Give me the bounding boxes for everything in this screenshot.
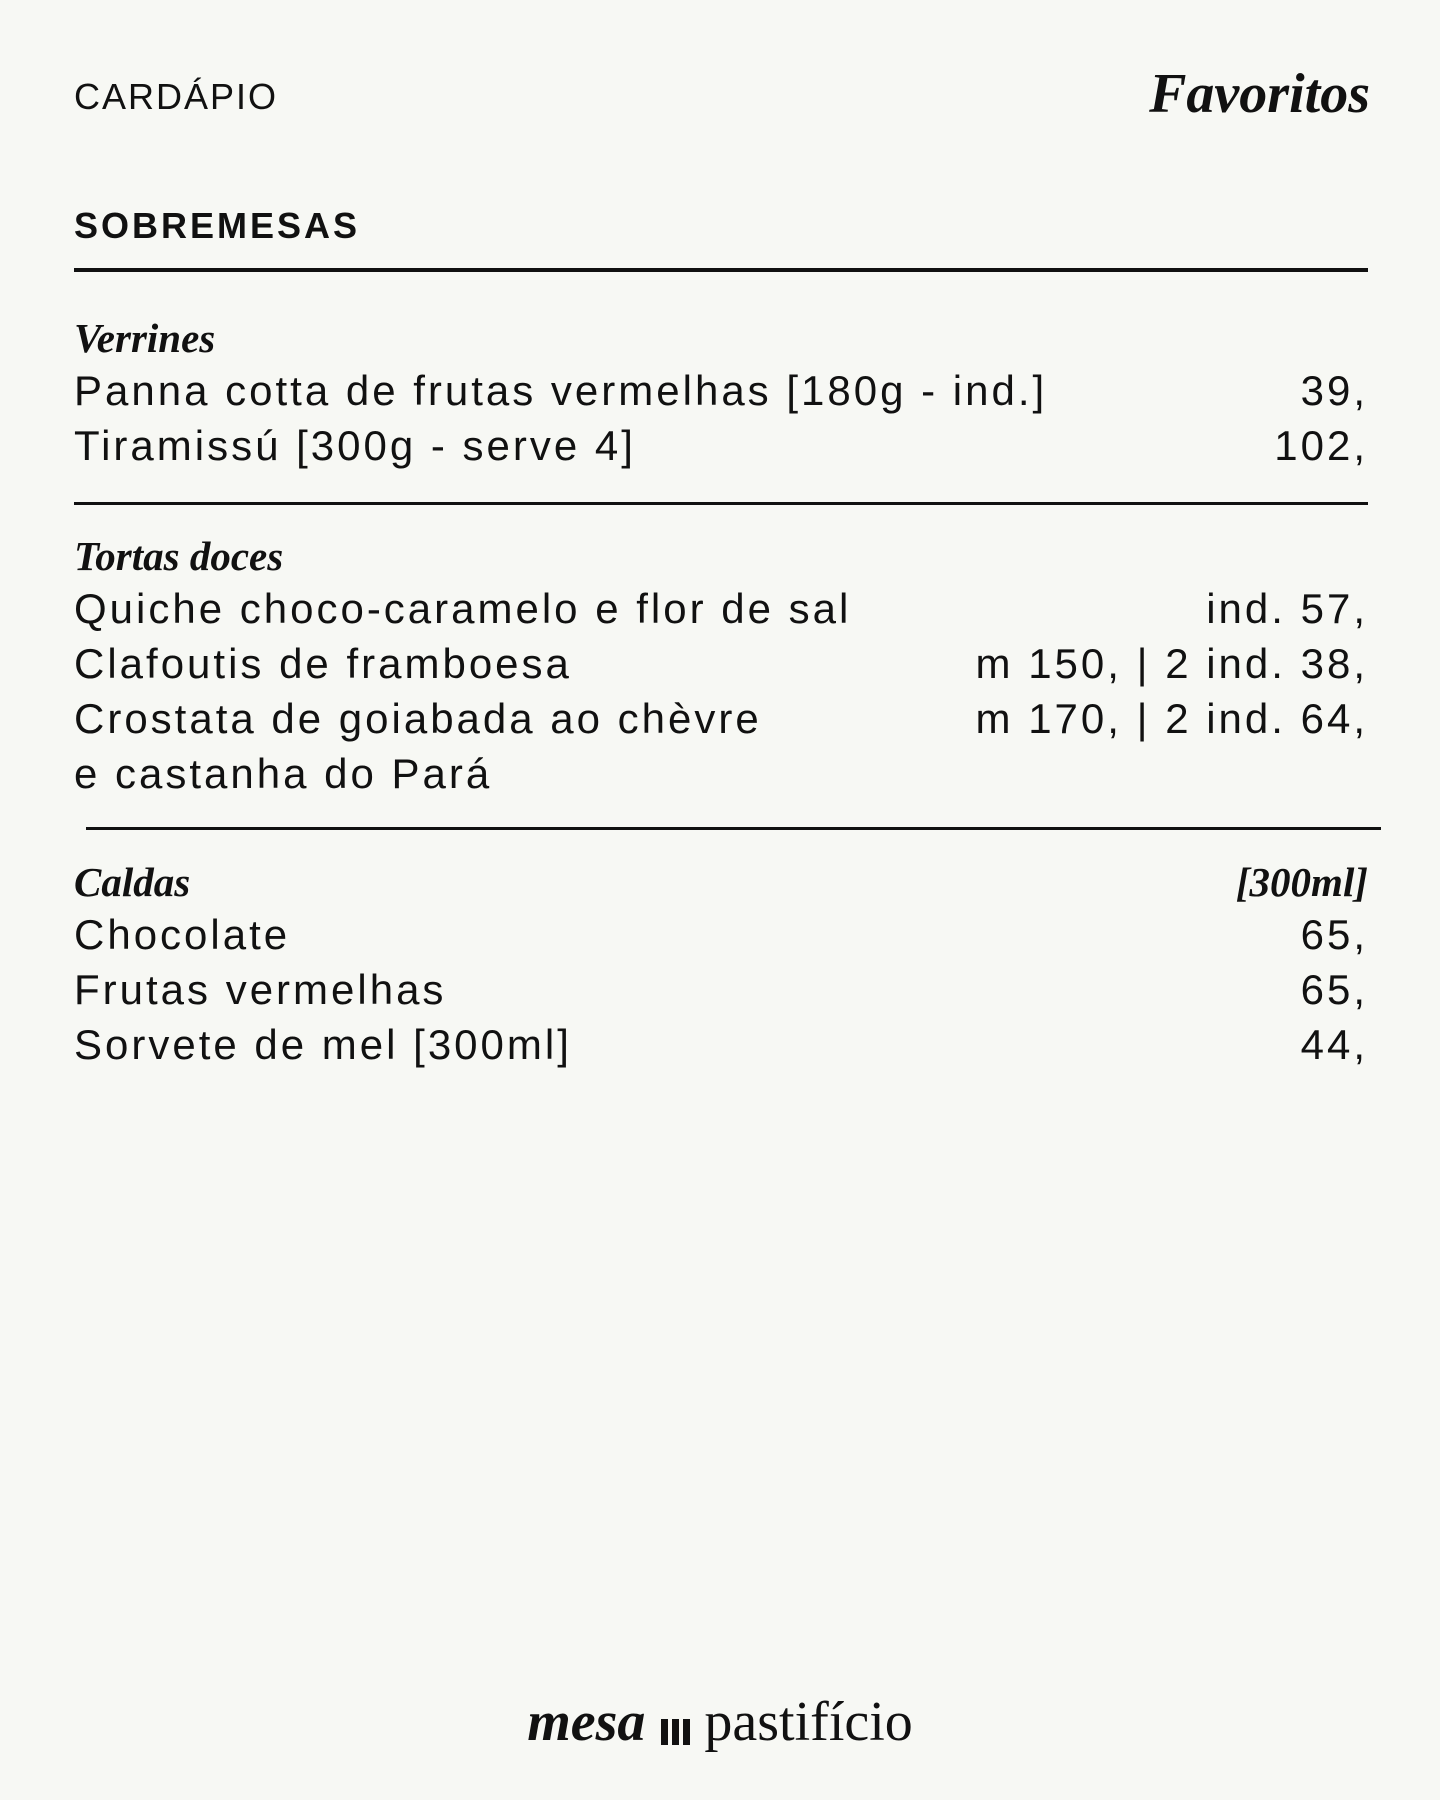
page-title: Favoritos <box>1149 63 1370 125</box>
menu-group-caldas <box>74 857 1368 1072</box>
brand-logo <box>0 1690 1440 1759</box>
menu-item <box>74 907 1368 962</box>
group-divider <box>86 827 1381 830</box>
menu-item <box>74 1017 1368 1072</box>
item-name: Chocolate <box>74 911 291 958</box>
menu-group-verrines <box>74 313 1368 473</box>
menu-item <box>74 691 1368 801</box>
brand-bars-icon <box>661 1695 694 1759</box>
menu-item <box>74 962 1368 1017</box>
menu-group-tortas-doces <box>74 531 1368 801</box>
group-title: Verrines <box>74 315 216 361</box>
menu-item <box>74 636 1368 691</box>
item-name: Crostata de goiabada ao chèvre e castanha do Pará <box>74 695 762 797</box>
item-name: Sorvete de mel [300ml] <box>74 1021 572 1068</box>
item-name: Clafoutis de framboesa <box>74 640 572 687</box>
item-name: Panna cotta de frutas vermelhas [180g - ind.] <box>74 367 1048 414</box>
item-price: 65, <box>1300 911 1368 958</box>
menu-item <box>74 363 1368 418</box>
item-name: Tiramissú [300g - serve 4] <box>74 422 636 469</box>
menu-label: CARDÁPIO <box>74 76 279 117</box>
menu-item <box>74 418 1368 473</box>
section-title: SOBREMESAS <box>74 205 361 246</box>
group-divider <box>74 502 1368 505</box>
brand-secondary: pastifício <box>704 1691 913 1753</box>
item-price: 65, <box>1300 966 1368 1013</box>
group-title: Caldas <box>74 859 191 905</box>
group-title: Tortas doces <box>74 533 284 579</box>
item-price: ind. 57, <box>1206 585 1368 632</box>
item-name: Quiche choco-caramelo e flor de sal <box>74 585 852 632</box>
item-price: 39, <box>1300 367 1368 414</box>
item-price: 102, <box>1274 422 1368 469</box>
brand-primary: mesa <box>527 1691 646 1753</box>
item-price: m 150, | 2 ind. 38, <box>975 640 1368 687</box>
item-price: 44, <box>1300 1021 1368 1068</box>
item-name: Frutas vermelhas <box>74 966 447 1013</box>
item-price: m 170, | 2 ind. 64, <box>975 695 1368 742</box>
section-divider <box>74 268 1368 272</box>
group-note: [300ml] <box>1235 859 1368 905</box>
menu-item <box>74 581 1368 636</box>
